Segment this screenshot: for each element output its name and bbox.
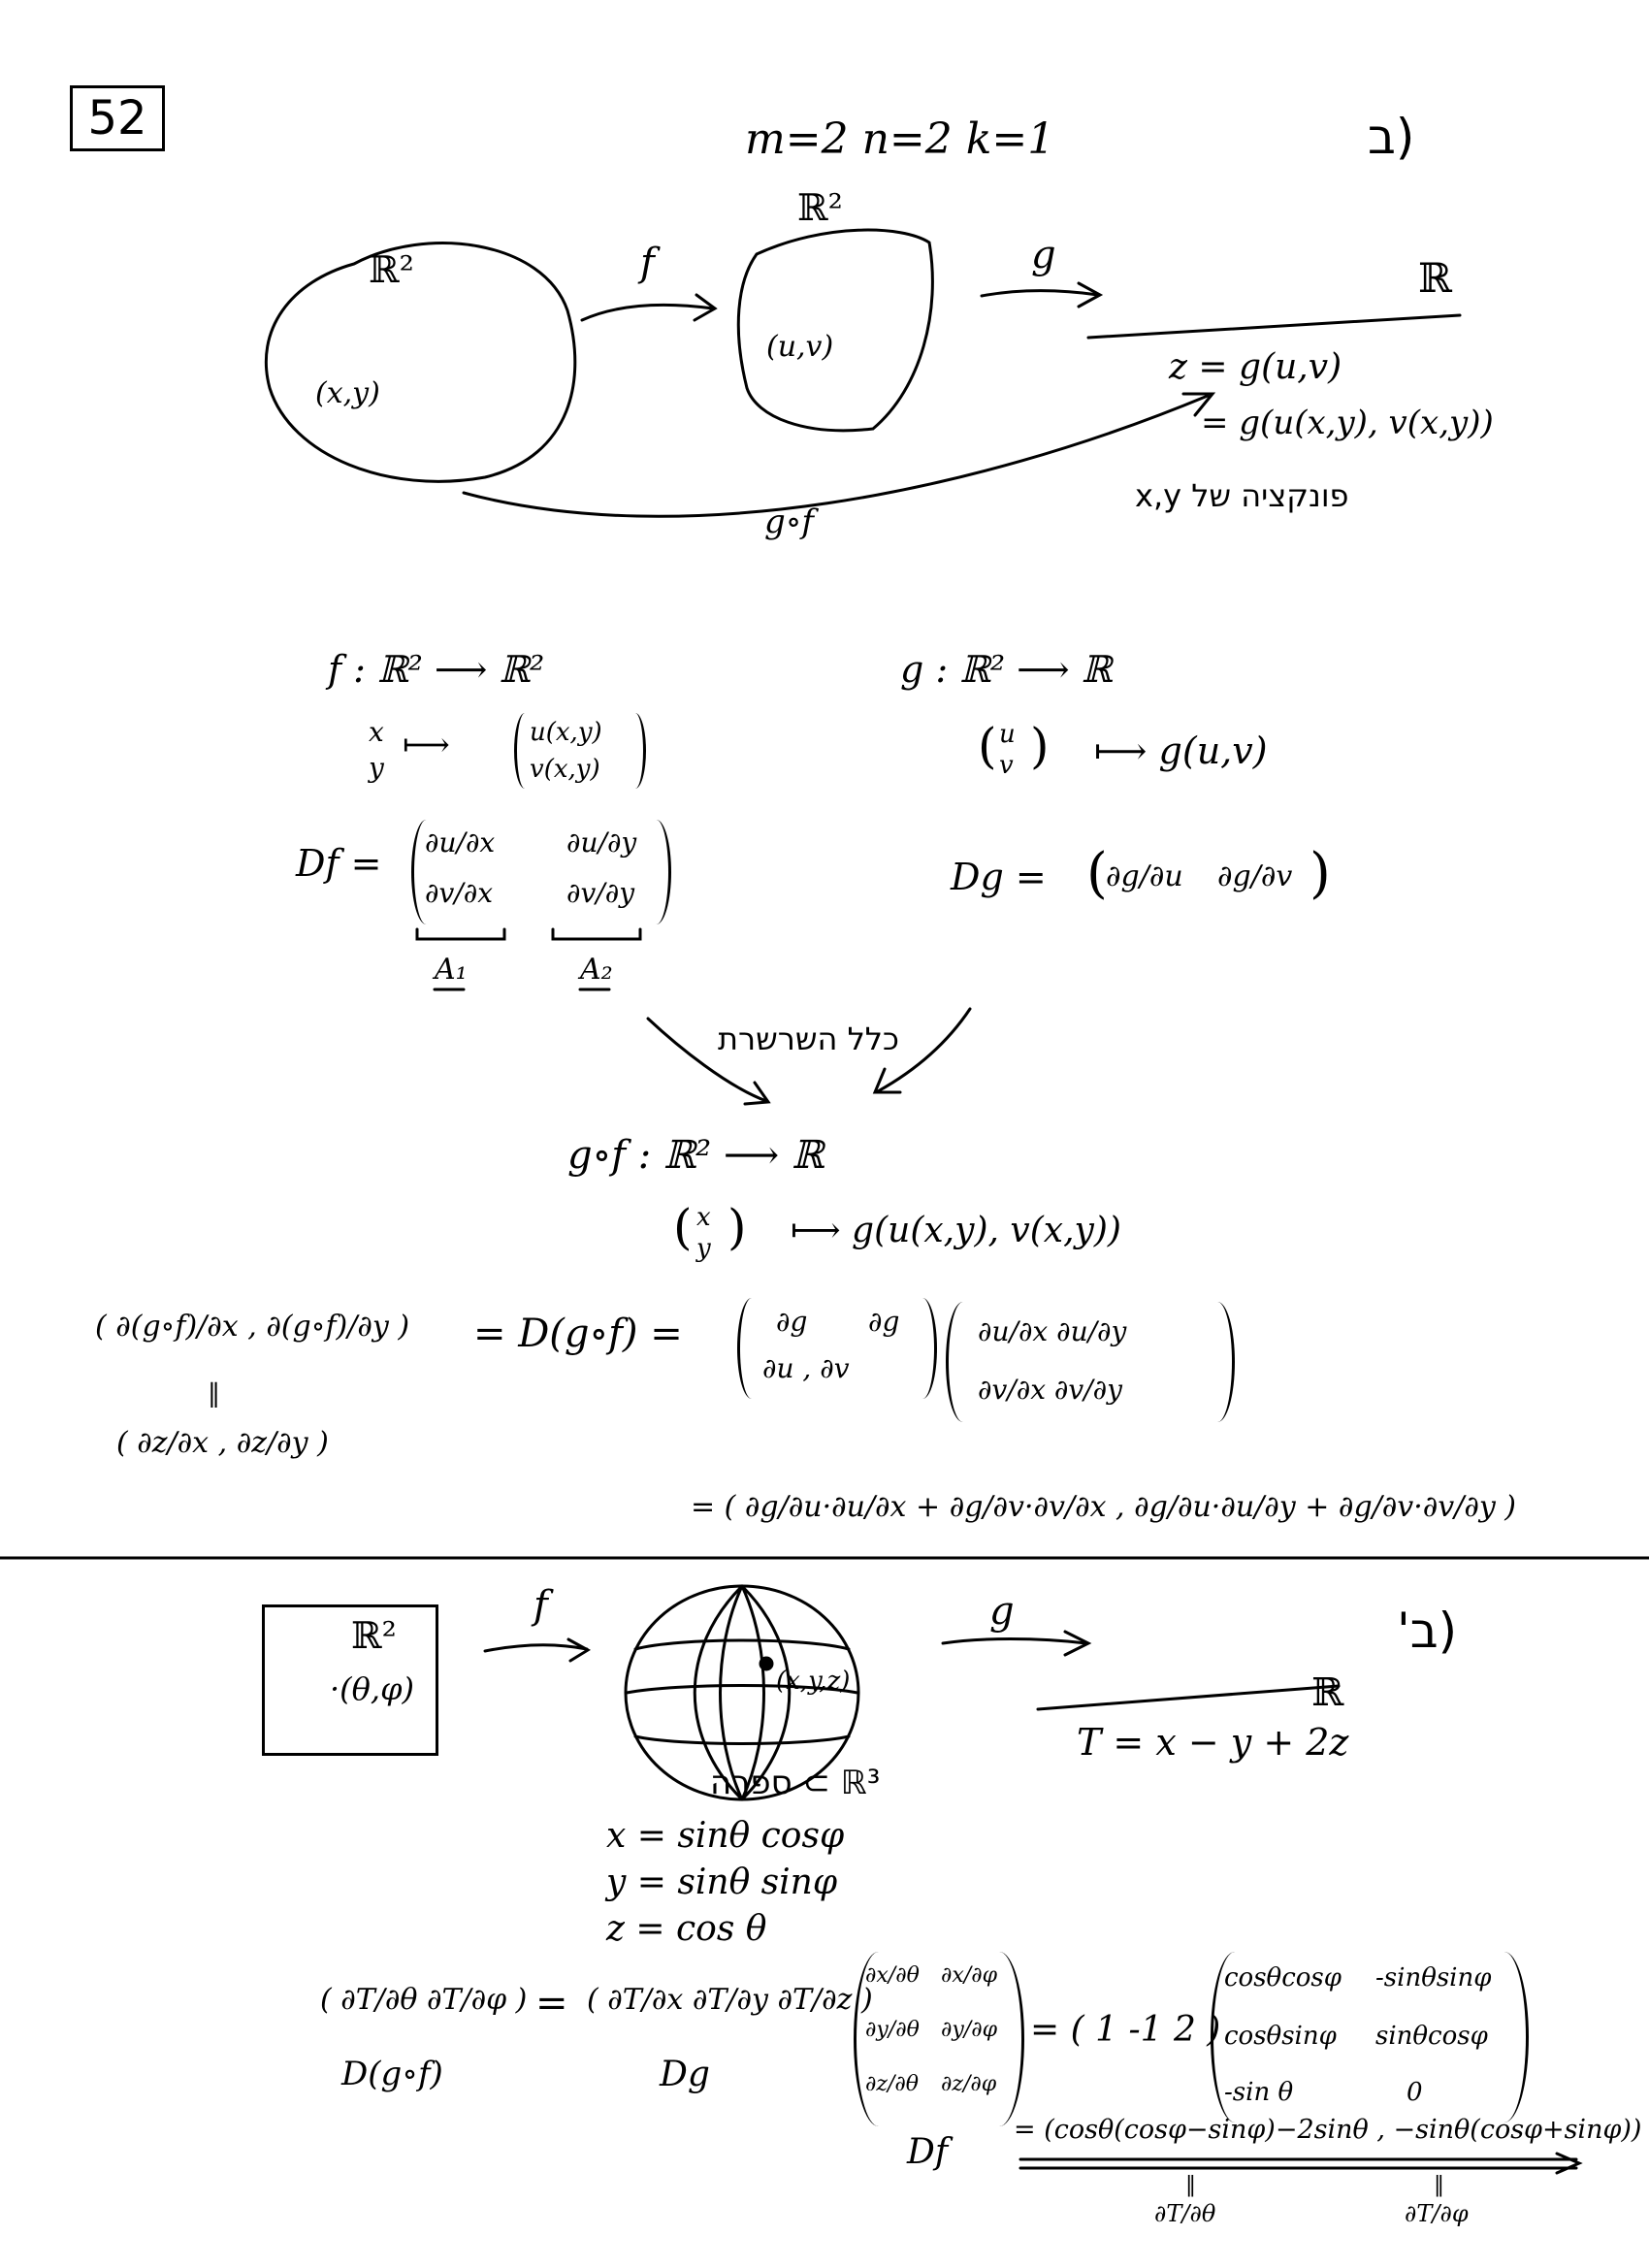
middle-set-label: ℝ² [797,186,843,229]
f-arg-bottom: y [369,752,384,784]
jac-entry: ∂y/∂θ [865,2018,920,2042]
num-jac-entry: sinθcosφ [1375,2022,1488,2051]
dg-paren-left: ( [1086,842,1108,905]
grad-t: ( ∂T/∂x ∂T/∂y ∂T/∂z ) [587,1983,873,2017]
y-param: y = sinθ sinφ [606,1863,838,1902]
g-arg-paren-left: ( [978,718,997,774]
f-arg-top: x [369,716,384,748]
dg-entry: ∂g/∂u [1106,859,1183,893]
target-set-label: ℝ [1418,254,1452,302]
map-f-label: f [640,241,655,285]
domain-set-label: ℝ² [369,248,414,291]
t-definition: T = x − y + 2z [1077,1721,1349,1764]
result-dt-dphi: ∂T/∂φ [1405,2200,1469,2227]
dg-label-2: Dg [660,2055,710,2094]
chain-rule-result: = ( ∂g/∂u·∂u/∂x + ∂g/∂v·∂v/∂x , ∂g/∂u·∂u/∂y + ∂g/∂v·∂v/∂y ) [691,1490,1517,1524]
lhs-gradient: ( ∂T/∂θ ∂T/∂φ ) [320,1983,528,2017]
chain-rule-label: כלל השרשרת [718,1021,899,1057]
param-domain-set: ℝ² [351,1614,397,1657]
num-jac-entry: 0 [1406,2078,1423,2107]
target2-set-label: ℝ [1311,1670,1344,1715]
df-label-2: Df [907,2132,949,2172]
dimension-params: m=2 n=2 k=1 [745,114,1055,164]
equals-vertical: ‖ [208,1379,220,1409]
part-b-label: (ב [1368,109,1415,165]
gof-definition: g∘f : ℝ² ⟶ ℝ [567,1133,824,1178]
g-arg-bottom: v [999,751,1014,780]
f-definition: f : ℝ² ⟶ ℝ² [328,648,545,691]
df-label: Df = [296,842,382,885]
arrow-g [982,291,1098,296]
jac-entry: ∂z/∂φ [941,2072,997,2096]
num-jac-entry: -sinθsinφ [1375,1963,1492,1993]
gof-partials: ( ∂(g∘f)/∂x , ∂(g∘f)/∂y ) [95,1310,410,1344]
gof-arg-top: x [696,1203,711,1232]
gof-arg-paren-right: ) [728,1199,747,1255]
gof-map-value: ⟼ g(u(x,y), v(x,y)) [791,1211,1121,1250]
jac-entry: ∂y/∂φ [941,2018,997,2042]
part-b2-label: (ב' [1397,1603,1458,1659]
composite-label: g∘f [764,502,815,541]
f-value-top: u(x,y) [530,718,602,747]
equals-1: = [535,1981,568,2025]
f-value-bottom: v(x,y) [530,755,600,784]
final-result: = (cosθ(cosφ−sinφ)−2sinθ , −sinθ(cosφ+sinφ)) [1014,2115,1642,2145]
df-entry: ∂u/∂x [425,826,496,859]
map-g2-label: g [989,1589,1015,1634]
jac-entry: ∂x/∂φ [941,1963,997,1988]
dg-label: Dg = [951,856,1047,898]
dg-entry: ∂g/∂v [1217,859,1293,893]
page-number: 52 [70,85,165,151]
gof-arg-paren-left: ( [673,1199,693,1255]
numeric-row: = ( 1 -1 2 ) [1030,2010,1221,2050]
map-g-label: g [1031,233,1056,277]
df-product-row-2: ∂v/∂x ∂v/∂y [978,1374,1122,1406]
a2-label: A₂ [580,953,613,987]
d-gof-product: = D(g∘f) = [473,1312,683,1356]
z-partials: ( ∂z/∂x , ∂z/∂y ) [116,1426,329,1460]
num-jac-entry: cosθcosφ [1224,1963,1342,1993]
g-definition: g : ℝ² ⟶ ℝ [900,648,1113,691]
d-gof-label: D(g∘f) [341,2055,443,2093]
real-line-top [1088,315,1460,338]
arrow-f2 [485,1645,587,1651]
domain-point: (x,y) [315,376,380,410]
middle-point: (u,v) [766,330,834,364]
z-expansion: = g(u(x,y), v(x,y)) [1201,404,1494,442]
function-of-note: פונקציה של x,y [1135,477,1349,514]
result-dt-dtheta: ∂T/∂θ [1154,2200,1216,2227]
map-f2-label: f [534,1583,548,1628]
dg-paren-right: ) [1310,842,1331,905]
g-map-value: ⟼ g(u,v) [1094,729,1268,772]
arrow-f [582,305,713,320]
domain-blob [266,243,574,482]
num-jac-entry: -sin θ [1224,2078,1294,2107]
dg-num-1: ∂g [776,1306,808,1338]
under-equals-1: ‖ [1185,2173,1196,2197]
sphere-point: (x,y,z) [776,1667,851,1696]
df-entry: ∂v/∂y [566,877,635,909]
sphere-label: ספרה ⊂ ℝ³ [710,1764,881,1802]
gof-arg-bottom: y [696,1234,711,1263]
g-arg-paren-right: ) [1030,718,1050,774]
arrow-g2 [943,1639,1086,1644]
a1-label: A₁ [435,953,468,987]
df-entry: ∂v/∂x [425,877,493,909]
under-equals-2: ‖ [1434,2173,1444,2197]
df-product-row-1: ∂u/∂x ∂u/∂y [978,1315,1127,1347]
z-definition: z = g(u,v) [1169,347,1342,387]
param-point: ·(θ,φ) [330,1670,414,1707]
num-jac-entry: cosθsinφ [1224,2022,1337,2051]
dg-denoms: ∂u , ∂v [762,1352,850,1384]
x-param: x = sinθ cosφ [606,1816,845,1856]
jac-entry: ∂z/∂θ [865,2072,919,2096]
df-entry: ∂u/∂y [566,826,637,859]
dg-num-2: ∂g [868,1306,900,1338]
g-arg-top: u [999,720,1016,749]
arrow-gof [464,396,1208,516]
real-line-bottom [1038,1686,1339,1709]
z-param: z = cos θ [606,1909,767,1949]
jac-entry: ∂x/∂θ [865,1963,920,1988]
f-map-arrow: ⟼ [403,726,450,764]
